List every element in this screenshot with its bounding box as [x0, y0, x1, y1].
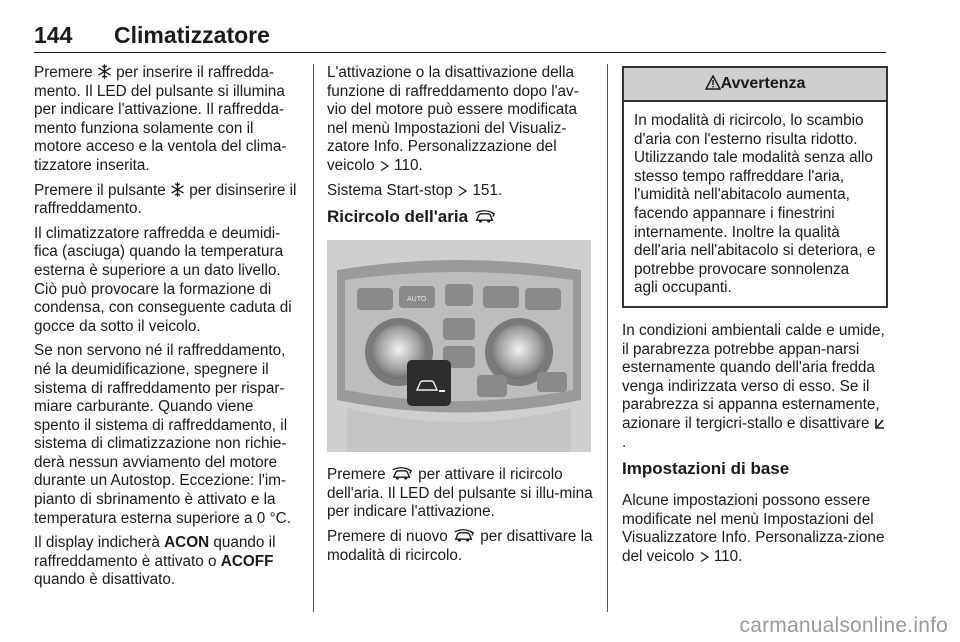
paragraph-settings: L'attivazione o la disattivazione della funzione di raffreddamento dopo l'av-vio del motore può essere modificata nel menù Impostazioni del Visualiz-zatore Info. Personalizzazione del veicolo 110.	[327, 64, 579, 174]
column-middle	[327, 64, 593, 571]
arrow-ref-icon	[457, 185, 468, 197]
column-left	[34, 64, 300, 596]
page-number: 144	[34, 22, 73, 48]
recirculation-car-icon	[390, 467, 414, 481]
acon-label: ACON	[164, 534, 210, 552]
arrow-ref-icon	[699, 551, 710, 563]
warning-text: In modalità di ricircolo, lo scambio d'aria con l'esterno risulta ridotto. Utilizzando tale modalità senza allo stesso tempo raffreddare l'aria, l'umidità nell'abitacolo aumenta, facendo appannare i finestrini internamente. Inoltre la qualità dell'aria nell'abitacolo si deteriora, e potrebbe provocare sonnolenza agli occupanti.	[634, 112, 876, 297]
column-separator-right	[607, 64, 608, 612]
paragraph-recirc-on: Premere per attivare il ricircolo dell'aria. Il LED del pulsante si illu-mina per indicare l'attivazione.	[327, 466, 593, 521]
paragraph-windscreen: In condizioni ambientali calde e umide, il parabrezza potrebbe appan-narsi esternamente quando dell'aria fredda venga indirizzata verso di esso. Se il parabrezza si appanna esternamente, azionare il tergicri-stallo e disattivare .	[622, 321, 885, 451]
warning-triangle-icon	[705, 75, 721, 90]
column-right	[622, 64, 888, 572]
paragraph-base-settings: Alcune impostazioni possono essere modificate nel menù Impostazioni del Visualizzatore Info. Personalizza-zione del veicolo 110.	[622, 492, 885, 565]
paragraph-display: Il display indicherà ACON quando il raffreddamento è attivato o ACOFF quando è disattivato.	[34, 534, 276, 589]
chapter-title: Climatizzatore	[114, 22, 270, 48]
watermark: carmanualsonline.info	[739, 614, 948, 637]
warning-box	[622, 66, 888, 308]
paragraph-save-fuel: Se non servono né il raffreddamento, né la deumidificazione, spegnere il sistema di raffreddamento per rispar-miare carburante. Quando viene spento il sistema di raffreddamento, il sistema di climatizzazione non richie-derà nessun avviamento del motore durante un Autostop. Eccezione: l'im-pianto di sbrinamento è attivato e la temperatura esterna superiore a 0 °C.	[34, 342, 291, 527]
recirculation-car-icon	[452, 529, 476, 543]
section-heading-recirculation: Ricircolo dell'aria	[327, 206, 593, 228]
page-header	[34, 22, 886, 52]
climate-panel-photo	[327, 240, 591, 452]
column-separator-left	[313, 64, 314, 612]
paragraph-dehumidify: Il climatizzatore raffredda e deumidi-fica (asciuga) quando la temperatura esterna è superiore a un dato livello. Ciò può provocare la formazione di condensa, con conseguente caduta di gocce da sotto il veicolo.	[34, 224, 292, 335]
rear-wiper-icon	[874, 417, 886, 430]
auto-button-label: AUTO	[407, 296, 427, 304]
paragraph-ac-on: Premere per inserire il raffredda-mento. Il LED del pulsante si illumina per indicare l'attivazione. Il raffredda-mento funziona solamente con il motore acceso e la ventola del clima-tizzatore inserita.	[34, 64, 287, 174]
section-heading-base-settings: Impostazioni di base	[622, 459, 790, 479]
paragraph-start-stop: Sistema Start-stop 151.	[327, 181, 503, 199]
paragraph-recirc-off: Premere di nuovo per disattivare la modalità di ricircolo.	[327, 527, 593, 564]
recirculation-car-icon	[473, 210, 497, 224]
paragraph-ac-off: Premere il pulsante per disinserire il raffreddamento.	[34, 181, 297, 218]
warning-header	[624, 68, 886, 102]
acoff-label: ACOFF	[220, 552, 274, 570]
snowflake-icon	[170, 182, 185, 197]
snowflake-icon	[97, 64, 112, 79]
arrow-ref-icon	[379, 160, 390, 172]
header-rule	[34, 52, 886, 53]
warning-title: Avvertenza	[720, 75, 806, 92]
